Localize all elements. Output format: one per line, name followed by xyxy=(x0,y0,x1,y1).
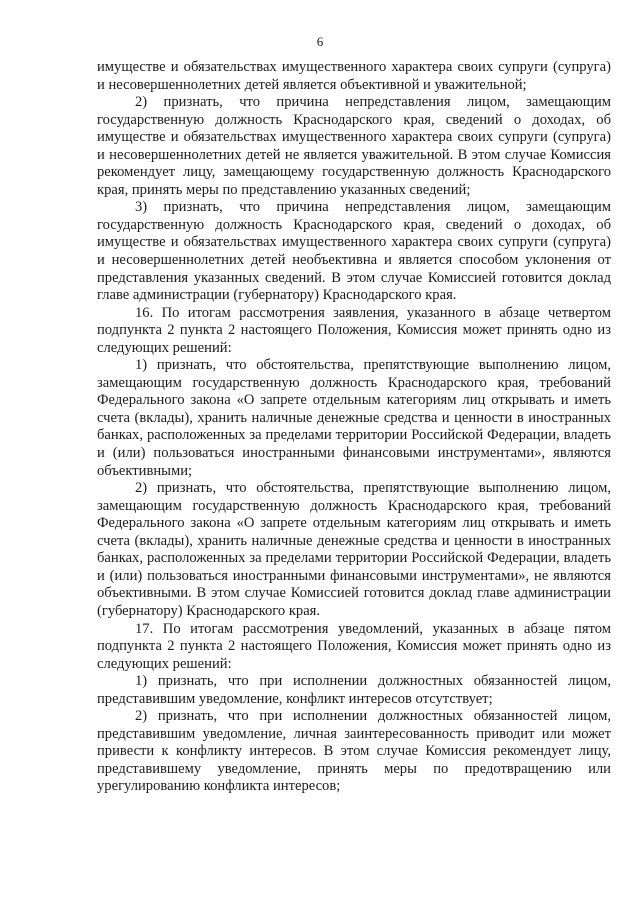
paragraph-clause-16-item-2: 2) признать, что обстоятельства, препятствующие выполнению лицом, замещающим государственную должность Краснодарского края, требований Федерального закона «О запрете отдельным категориям лиц открывать и иметь счета (вклады), хранить наличные денежные средства и ценности в иностранных банках, расположенных за пределами территории Российской Федерации, владеть и (или) пользоваться иностранными финансовыми инструментами», не являются объективными. В этом случае Комиссией готовится доклад главе администрации (губернатору) Краснодарского края. xyxy=(97,480,611,619)
paragraph-continuation: имуществе и обязательствах имущественного характера своих супруги (супруга) и несовершеннолетних детей является объективной и уважительной; xyxy=(97,59,611,93)
paragraph-item-2-unreasonable: 2) признать, что причина непредставления лицом, замещающим государственную должность Краснодарского края, сведений о доходах, об имуществе и обязательствах имущественного характера своих супруги (супруга) и несовершеннолетних детей не является уважительной. В этом случае Комиссия рекомендует лицу, замещающему государственную должность Краснодарского края, принять меры по представлению указанных сведений; xyxy=(97,94,611,198)
paragraph-clause-17-item-1: 1) признать, что при исполнении должностных обязанностей лицом, представившим уведомление, конфликт интересов отсутствует; xyxy=(97,673,611,707)
paragraph-clause-17-item-2: 2) признать, что при исполнении должностных обязанностей лицом, представившим уведомление, личная заинтересованность приводит или может привести к конфликту интересов. В этом случае Комиссия рекомендует лицу, представившему уведомление, принять меры по предотвращению или урегулированию конфликта интересов; xyxy=(97,708,611,795)
page-number: 6 xyxy=(316,34,324,49)
paragraph-clause-16: 16. По итогам рассмотрения заявления, указанного в абзаце четвертом подпункта 2 пункта 2 настоящего Положения, Комиссия может принять одно из следующих решений: xyxy=(97,304,611,356)
paragraph-item-3-evasion: 3) признать, что причина непредставления лицом, замещающим государственную должность Краснодарского края, сведений о доходах, об имуществе и обязательствах имущественного характера своих супруги (супруга) и несовершеннолетних детей необъективна и является способом уклонения от представления указанных сведений. В этом случае Комиссией готовится доклад главе администрации (губернатору) Краснодарского края. xyxy=(97,199,611,304)
paragraph-clause-17: 17. По итогам рассмотрения уведомлений, указанных в абзаце пятом подпункта 2 пункта 2 настоящего Положения, Комиссия может принять одно из следующих решений: xyxy=(97,620,611,672)
paragraph-clause-16-item-1: 1) признать, что обстоятельства, препятствующие выполнению лицом, замещающим государственную должность Краснодарского края, требований Федерального закона «О запрете отдельным категориям лиц открывать и иметь счета (вклады), хранить наличные денежные средства и ценности в иностранных банках, расположенных за пределами территории Российской Федерации, владеть и (или) пользоваться иностранными финансовыми инструментами», являются объективными; xyxy=(97,357,611,479)
body-text xyxy=(97,59,611,796)
